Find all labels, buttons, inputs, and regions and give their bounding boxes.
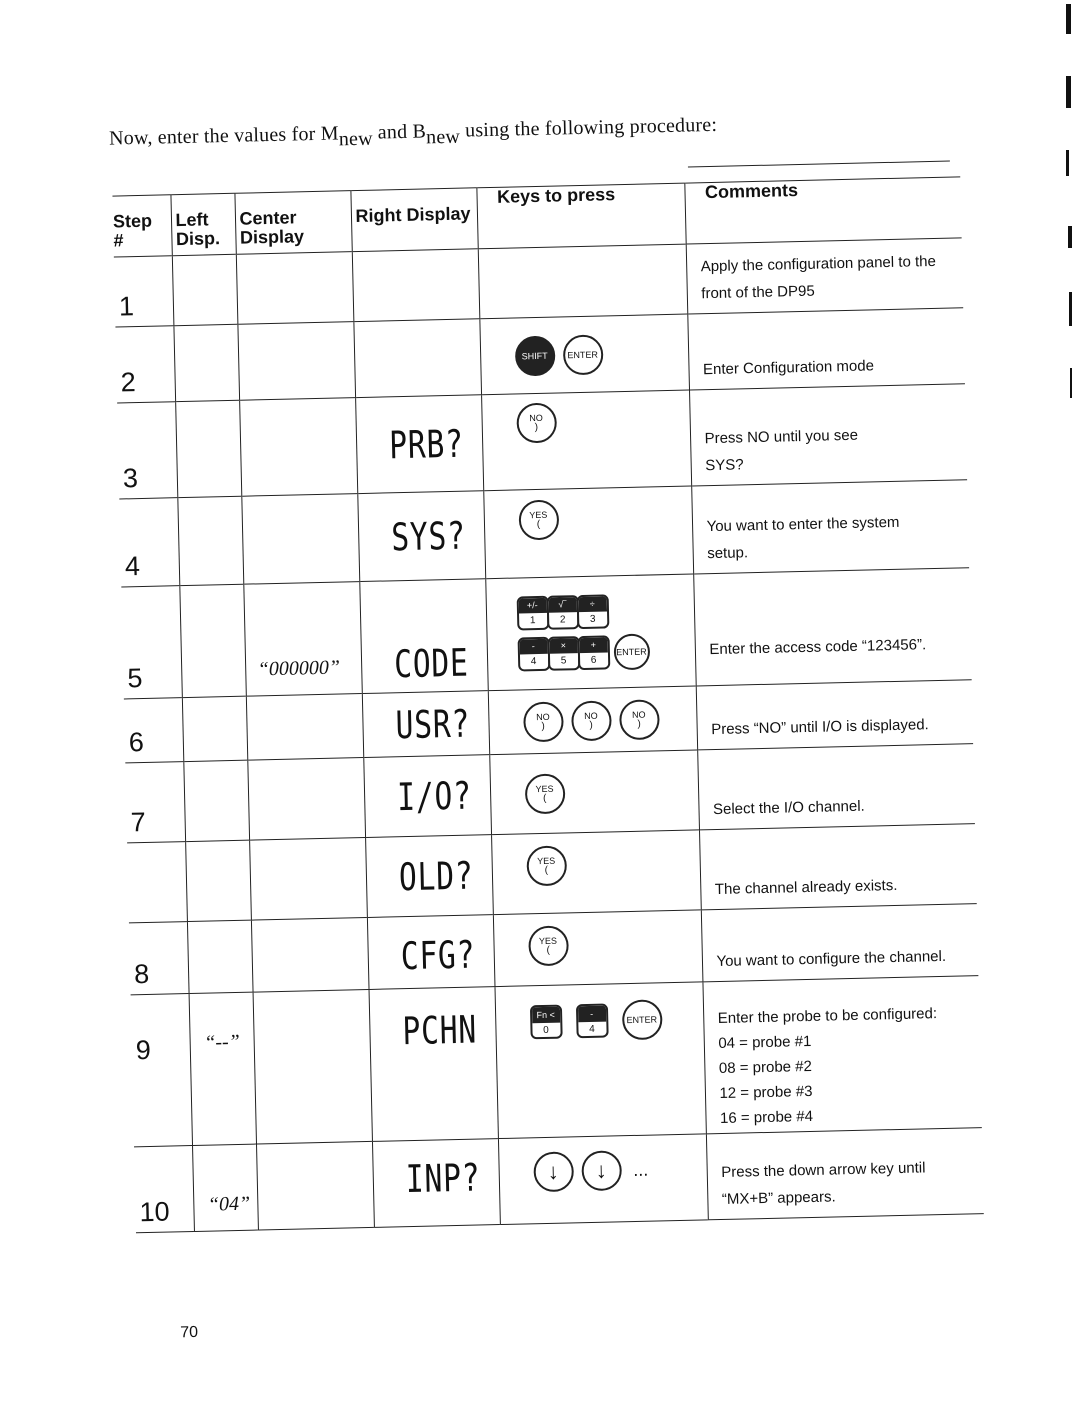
key-digit-label: 1 <box>529 615 536 627</box>
key-function-label: - <box>519 638 547 655</box>
center-display-cell <box>247 758 365 841</box>
key-function-label: + <box>579 637 607 654</box>
key-label: YES <box>529 510 548 521</box>
header-left-display: Left Disp. <box>170 193 235 255</box>
comment-line: Enter the access code “123456”. <box>709 636 927 659</box>
comment-line: 04 = probe #1 <box>718 1032 812 1053</box>
key-function-label: +/- <box>518 597 546 614</box>
step-number: 7 <box>130 806 147 838</box>
comment-line: Enter the probe to be configured: <box>717 1005 938 1028</box>
enter-key: ENTER <box>621 1000 662 1041</box>
comment-cell <box>706 1128 984 1220</box>
lcd-readout: USR? <box>394 701 471 747</box>
step-cell <box>117 402 177 499</box>
keys-cell <box>498 1134 708 1225</box>
key-label: NO <box>583 710 598 721</box>
header-keys <box>476 183 685 249</box>
keys-cell <box>483 486 693 579</box>
keys-cell <box>479 314 689 395</box>
key-function-label: √‾ <box>548 597 576 614</box>
comment-line: Press NO until you see <box>704 426 859 448</box>
key-sub: ) <box>541 720 545 732</box>
right-display-cell <box>352 249 480 322</box>
comment-cell <box>693 568 971 686</box>
step-number: 4 <box>124 551 141 582</box>
comment-line: You want to enter the system <box>706 513 900 536</box>
comment-cell <box>687 308 965 390</box>
key-function-label: - <box>577 1006 605 1023</box>
table-row <box>121 568 971 699</box>
comment-cell <box>699 824 977 910</box>
key-label: YES <box>538 935 558 947</box>
comment-cell <box>702 976 981 1134</box>
comment-line: Apply the configuration panel to the <box>700 252 937 276</box>
enter-key: ENTER <box>562 334 603 375</box>
key-digit-label: 3 <box>589 613 596 625</box>
right-display-cell <box>353 319 481 398</box>
center-display-cell <box>253 989 372 1144</box>
step-cell <box>121 586 182 699</box>
key-sub: ) <box>637 718 641 730</box>
scan-edge-mark <box>1066 76 1071 108</box>
key-digit-label: 6 <box>590 654 597 666</box>
center-display-cell <box>256 1141 374 1230</box>
step-cell <box>129 922 189 995</box>
header-rule <box>688 161 950 168</box>
left-display-cell <box>187 920 253 993</box>
probe-keys <box>529 1000 662 1043</box>
center-display-cell <box>251 917 369 992</box>
step-number: 8 <box>133 958 150 990</box>
right-display-cell <box>357 491 485 582</box>
left-display-value: “--” <box>203 1030 241 1054</box>
scan-edge-mark <box>1066 4 1071 34</box>
key-digit-label: 2 <box>559 614 566 626</box>
step-number: 3 <box>122 463 139 494</box>
lcd-readout: OLD? <box>397 853 474 899</box>
step-cell <box>115 326 175 403</box>
center-display-cell <box>246 694 363 761</box>
intro-text: Now, enter the values for M <box>108 122 339 150</box>
key-digit-label: 4 <box>589 1023 595 1035</box>
comment-line: The channel already exists. <box>714 876 898 899</box>
comment-line: front of the DP95 <box>701 282 815 303</box>
page-number: 70 <box>180 1323 199 1342</box>
right-display-cell <box>372 1139 500 1228</box>
key-function-label: ÷ <box>578 596 606 613</box>
intro-text-mid: and B <box>372 120 427 144</box>
m-subscript: new <box>338 127 373 151</box>
step-cell <box>119 498 179 587</box>
shift-key: SHIFT <box>514 335 555 376</box>
step-cell <box>114 256 174 327</box>
lcd-readout: CFG? <box>399 932 476 979</box>
left-display-cell <box>173 324 239 401</box>
step-number: 2 <box>120 367 137 398</box>
b-subscript: new <box>425 125 461 149</box>
yes-key <box>518 500 559 541</box>
left-display-cell <box>172 254 238 325</box>
comment-line: Press “NO” until I/O is displayed. <box>711 716 929 739</box>
keys-cell <box>493 910 703 987</box>
keys-cell <box>485 574 695 691</box>
procedure-table <box>112 176 983 1233</box>
header-comments <box>684 177 961 244</box>
header-step: Step # <box>112 210 153 251</box>
keypad-row-2 <box>517 633 650 672</box>
key-sub: ) <box>589 719 593 731</box>
scan-edge-mark <box>1068 226 1072 248</box>
key-sub: ( <box>536 519 541 531</box>
center-display-value: “000000” <box>257 656 341 681</box>
step-cell <box>127 842 187 923</box>
right-display-cell <box>355 395 483 494</box>
keypad-key <box>577 635 610 670</box>
keys-cell <box>481 390 691 491</box>
key-digit-label: 4 <box>530 656 537 668</box>
no-key <box>571 700 612 741</box>
keys-cell <box>491 830 701 915</box>
keypad-key <box>517 636 550 671</box>
comment-line: 16 = probe #4 <box>719 1107 814 1128</box>
right-display-cell <box>367 915 495 990</box>
right-display-cell <box>363 755 491 838</box>
table-row <box>134 1128 984 1233</box>
keys-cell <box>494 982 705 1139</box>
left-display-cell <box>177 496 243 585</box>
key-function-label: Fn < <box>531 1007 559 1024</box>
keypad-key <box>546 595 579 630</box>
keys-cell <box>478 244 688 319</box>
comment-line: 08 = probe #2 <box>718 1057 813 1078</box>
header-right-display: Right Display <box>350 188 477 252</box>
scan-edge-mark <box>1069 292 1072 326</box>
left-display-cell <box>179 584 246 697</box>
keys-cell <box>489 750 699 835</box>
key-sub: ) <box>534 421 539 433</box>
intro-text-suffix: using the following procedure: <box>459 113 718 142</box>
key-sub: ( <box>546 944 550 956</box>
probe-key <box>529 1005 562 1040</box>
ellipsis: ... <box>632 1159 649 1180</box>
step-cell <box>131 994 192 1147</box>
center-display-cell <box>239 398 357 497</box>
yes-key <box>528 925 569 966</box>
key-label: YES <box>537 855 556 866</box>
comment-line: 12 = probe #3 <box>719 1082 813 1103</box>
left-display-cell <box>182 696 247 761</box>
down-arrow-key: ↓ <box>581 1150 622 1191</box>
key-function-label: × <box>549 638 577 655</box>
key-digit-label: 5 <box>560 655 567 667</box>
center-display-cell <box>236 252 354 325</box>
left-display-cell <box>189 992 256 1145</box>
comment-cell <box>691 480 969 574</box>
comment-cell <box>701 904 979 982</box>
right-display-cell <box>359 579 488 694</box>
step-number: 9 <box>135 1034 152 1066</box>
scan-edge-mark <box>1070 368 1072 398</box>
comment-cell <box>689 384 967 486</box>
step-cell <box>124 698 183 763</box>
comment-line: SYS? <box>705 456 744 475</box>
enter-key: ENTER <box>613 633 650 670</box>
lcd-readout: I/O? <box>396 773 472 819</box>
comment-cell <box>686 238 964 314</box>
comment-cell <box>696 680 973 750</box>
scan-edge-mark <box>1066 150 1069 176</box>
right-display-cell <box>365 835 493 918</box>
right-display-cell <box>369 987 498 1142</box>
lcd-readout: SYS? <box>390 513 466 559</box>
step-number: 6 <box>128 727 145 758</box>
header-center-display: Center Display <box>234 191 351 255</box>
down-arrow-key: ↓ <box>533 1151 574 1192</box>
yes-key <box>526 845 567 886</box>
right-display-cell <box>362 691 489 758</box>
left-display-cell <box>192 1144 258 1231</box>
intro-sentence <box>109 114 718 157</box>
comment-line: “MX+B” appears. <box>721 1188 836 1208</box>
lcd-readout: PRB? <box>388 421 464 467</box>
step-number: 10 <box>139 1196 170 1228</box>
key-label: NO <box>536 711 550 722</box>
keypad-key <box>547 636 580 671</box>
comment-line: You want to configure the channel. <box>716 947 947 971</box>
key-label: YES <box>535 783 554 794</box>
comment-cell <box>697 744 975 830</box>
keypad-key <box>516 595 549 630</box>
keys-cell <box>488 686 697 755</box>
left-display-cell <box>185 840 251 921</box>
no-key <box>619 699 660 740</box>
comment-line: Enter Configuration mode <box>702 357 875 379</box>
lcd-readout: CODE <box>393 640 469 687</box>
numeric-keypad <box>516 593 650 672</box>
key-sub: ( <box>542 792 547 804</box>
no-key <box>523 701 564 742</box>
step-number: 1 <box>118 291 135 322</box>
left-display-value: “04” <box>207 1192 251 1216</box>
center-display-cell <box>249 838 367 921</box>
step-cell <box>134 1146 194 1233</box>
probe-key <box>575 1004 608 1039</box>
left-display-cell <box>175 400 241 497</box>
comment-line: Select the I/O channel. <box>712 797 865 819</box>
header-comments-label: Comments <box>704 180 799 203</box>
header-keys-label: Keys to press <box>496 184 616 207</box>
left-display-cell <box>183 760 249 841</box>
step-number: 5 <box>127 663 143 694</box>
key-label: NO <box>529 412 543 423</box>
key-sub: ( <box>544 864 549 876</box>
keypad-key <box>576 594 609 629</box>
key-digit-label: 0 <box>543 1024 549 1036</box>
comment-line: Press the down arrow key until <box>721 1159 926 1182</box>
center-display-cell <box>243 582 362 697</box>
center-display-cell <box>237 322 355 401</box>
step-cell <box>125 762 185 843</box>
table-row <box>131 976 982 1147</box>
comment-line: setup. <box>707 544 749 563</box>
no-key <box>516 402 557 443</box>
center-display-cell <box>241 494 359 585</box>
lcd-readout: PCHN <box>401 1007 477 1054</box>
yes-key <box>524 773 565 814</box>
lcd-readout: INP? <box>404 1155 481 1202</box>
keypad-row-1 <box>516 593 649 630</box>
key-label: NO <box>631 709 646 720</box>
